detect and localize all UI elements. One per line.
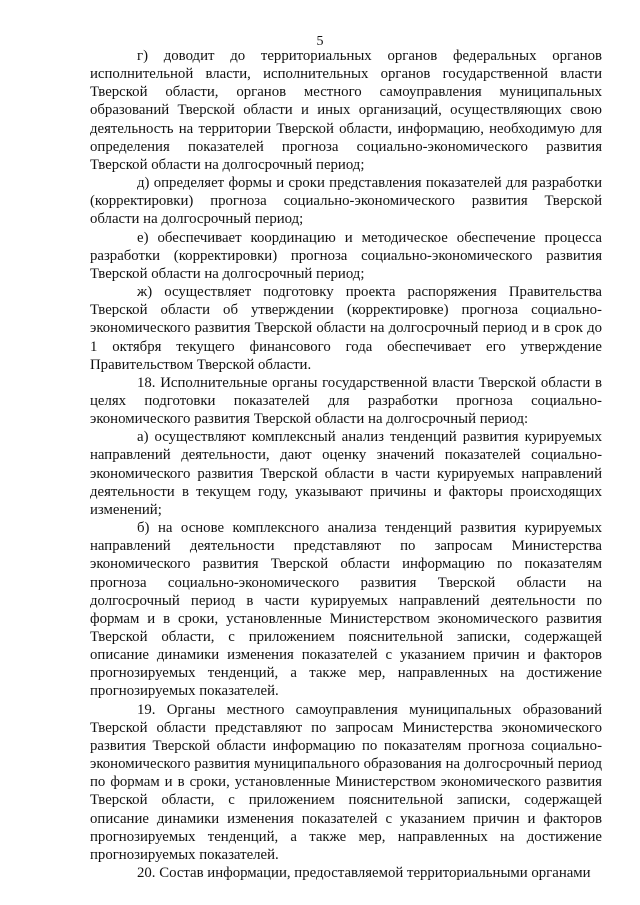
paragraph-item-b: б) на основе комплексного анализа тенденций развития курируемых направлений деятельности представляют по запросам Министерства экономического развития Тверской области информацию по показателям прогноза социально-экономического развития Тверской области на долгосрочный период в части курируемых направлений деятельности по формам и в сроки, установленные Министерством экономического развития Тверской области, с приложением пояснительной записки, содержащей описание динамики изменения показателей с указанием причин и факторов прогнозируемых тенденций, а также мер, направленных на достижение прогнозируемых показателей.: [90, 520, 602, 700]
paragraph-item-g: г) доводит до территориальных органов федеральных органов исполнительной власти, исполнительных органов государственной власти Тверской области, органов местного самоуправления муниципальных образований Тверской области и иных организаций, осуществляющих свою деятельность на территории Тверской области, информацию, необходимую для определения показателей прогноза социально-экономического развития Тверской области на долгосрочный период;: [90, 48, 602, 173]
document-body: [90, 47, 602, 882]
paragraph-clause-20: 20. Состав информации, предоставляемой территориальными органами: [137, 865, 591, 882]
paragraph-item-e: е) обеспечивает координацию и методическое обеспечение процесса разработки (корректировки) прогноза социально-экономического развития Тверской области на долгосрочный период;: [90, 229, 602, 282]
paragraph-item-a: а) осуществляют комплексный анализ тенденций развития курируемых направлений деятельности, дают оценку значений показателей социально-экономического развития Тверской области в части курируемых направлений деятельности в текущем году, указывают причины и факторы происходящих изменений;: [90, 429, 602, 518]
paragraph-item-zh: ж) осуществляет подготовку проекта распоряжения Правительства Тверской области об утверждении (корректировке) прогноза социально-экономического развития Тверской области на долгосрочный период и в срок до 1 октября текущего финансового года обеспечивает его утверждение Правительством Тверской области.: [90, 284, 602, 373]
paragraph-clause-19: 19. Органы местного самоуправления муниципальных образований Тверской области представляют по запросам Министерства экономического развития Тверской области информацию по показателям прогноза социально-экономического развития муниципального образования на долгосрочный период по формам и в сроки, установленные Министерством экономического развития Тверской области, с приложением пояснительной записки, содержащей описание динамики изменения показателей с указанием причин и факторов прогнозируемых тенденций, а также мер, направленных на достижение прогнозируемых показателей.: [90, 701, 602, 863]
page-number: 5: [316, 34, 324, 49]
paragraph-clause-18: 18. Исполнительные органы государственной власти Тверской области в целях подготовки показателей для разработки прогноза социально-экономического развития Тверской области на долгосрочный период:: [90, 374, 602, 428]
paragraph-item-d: д) определяет формы и сроки представления показателей для разработки (корректировки) прогноза социально-экономического развития Тверской области на долгосрочный период;: [90, 175, 602, 228]
